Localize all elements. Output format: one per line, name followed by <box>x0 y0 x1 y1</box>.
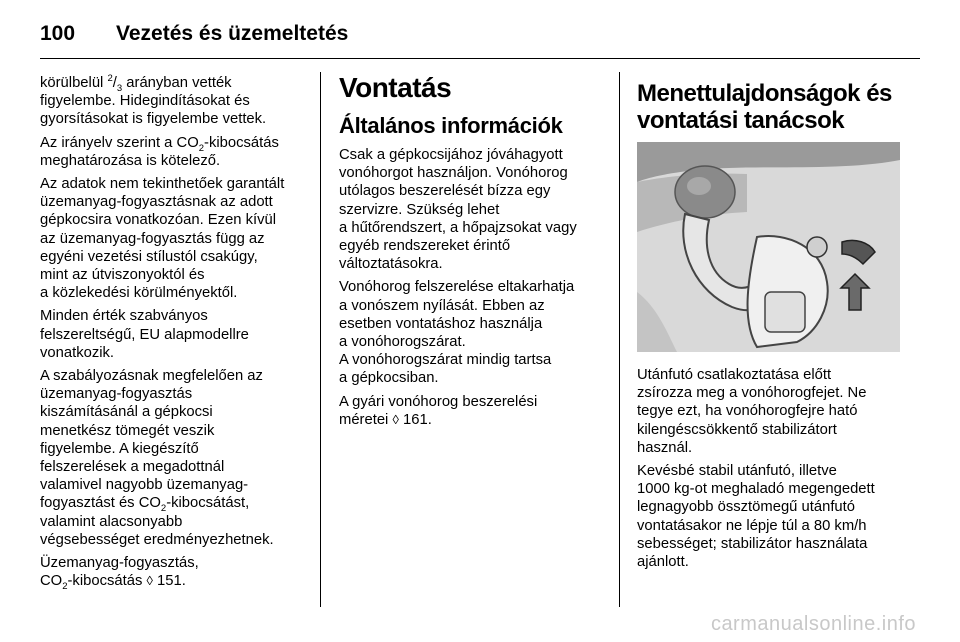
paragraph-disclaimer: Az adatok nem tekinthetőek garantált üzemanyag-fogyasztásnak az adott gépkocsira vonatkozóan. Ezen kívül az üzemanyag-fogyasztás függ az egyéni vezetési stílustól csakúgy, mint az útviszonyoktól és a közlekedési körülményektől. <box>40 176 285 302</box>
header-rule <box>40 58 920 59</box>
watermark: carmanualsonline.info <box>710 613 916 635</box>
paragraph-regulation: A szabályozásnak megfelelően az üzemanyag-fogyasztás kiszámításánál a gépkocsi menetkész tömegét veszik figyelembe. A kiegészítő felszerelések a megadottnál valamivel nagyobb üzemanyag- fogyasztást és $CO_2$-kibocsátást, valamint alacsonyabb végsebességet eredményezhetnek. <box>40 368 274 548</box>
page-reference-icon: ◊ <box>392 411 399 427</box>
chapter-title: Vezetés és üzemeltetés <box>116 22 349 45</box>
paragraph-eu-model: Minden érték szabványos felszereltségű, EU alapmodellre vonatkozik. <box>40 308 249 361</box>
paragraph-grease-hitch: Utánfutó csatlakoztatása előtt zsírozza meg a vonóhorogfejet. Ne tegye ezt, ha vonóhorogfejre ható kilengéscsökkentő stabilizátort használ. <box>637 367 867 456</box>
section-title-towing: Vontatás <box>339 72 452 103</box>
paragraph-speed-limit: Kevésbé stabil utánfutó, illetve 1000 kg-ot meghaladó megengedett legnagyobb össztömegű utánfutó vontatásakor ne lépje túl a 80 km/h sebességet; stabilizátor használata ajánlott. <box>637 463 875 571</box>
page-header <box>40 20 348 48</box>
paragraph-towing-eye: Vonóhorog felszerelése eltakarhatja a vonószem nyílását. Ebben az esetben vontatáshoz használja a vonóhorogszárat. A vonóhorogszárat mindig tartsa a gépkocsiban. <box>339 279 575 387</box>
paragraph-dimensions-ref: A gyári vonóhorog beszerelési méretei ◊ 161. <box>339 393 538 428</box>
subsection-title-general: Általános információk <box>339 113 563 138</box>
page-number: 100 <box>40 22 76 45</box>
paragraph-cross-reference: Üzemanyag-fogyasztás, $CO_2$-kibocsátás ◊ 151. <box>40 555 199 593</box>
page-reference-icon: ◊ <box>146 573 153 589</box>
section-title-driving-tips: Menettulajdonságok és vontatási tanácsok <box>637 80 892 134</box>
paragraph-approved-hitch: Csak a gépkocsijához jóváhagyott vonóhorgot használjon. Vonóhorog utólagos beszerelését bízza egy szervizre. Szükség lehet a hűtőrendszert, a hőpajzsokat vagy egyéb rendszereket érintő változtatásokra. <box>339 147 577 273</box>
tow-hitch-icon <box>637 142 900 352</box>
column-left <box>40 74 308 595</box>
column-right <box>637 80 907 576</box>
column-divider-right <box>619 72 620 607</box>
paragraph-co2-rule: Az irányelv szerint a $CO_2$-kibocsátás meghatározása is kötelező. <box>40 134 279 169</box>
paragraph-fraction: körülbelül $^2/_3$ arányban vették figyelembe. Hidegindításokat és gyorsításokat is figyelembe vettek. <box>40 73 267 128</box>
column-divider-left <box>320 72 321 607</box>
column-middle <box>339 72 601 434</box>
